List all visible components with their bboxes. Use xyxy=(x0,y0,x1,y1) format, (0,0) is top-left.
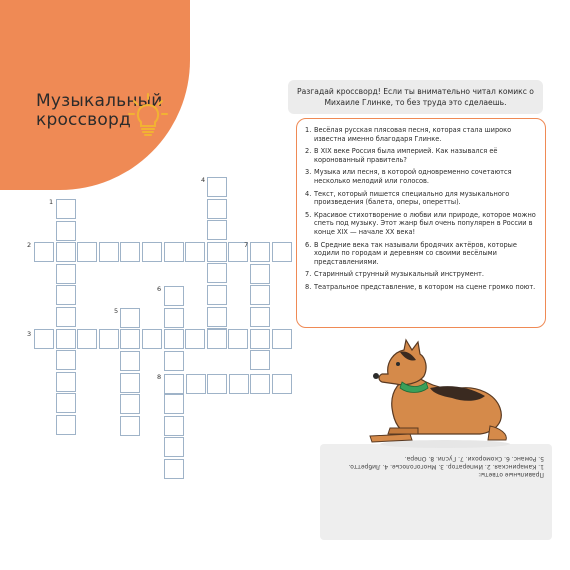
grid-number-3: 3 xyxy=(27,330,32,338)
intro-text: Разгадай кроссворд! Если ты внимательно читал комикс о Михаиле Глинке, то без труда это сделаешь. xyxy=(288,80,543,114)
grid-cell[interactable] xyxy=(250,307,270,327)
clue-text: Весёлая русская плясовая песня, которая стала широко известна именно благодаря Глинке. xyxy=(314,126,512,143)
clue-number: 1. xyxy=(305,126,312,134)
grid-cell[interactable] xyxy=(272,329,292,349)
grid-cell[interactable] xyxy=(164,437,184,457)
grid-cell[interactable] xyxy=(207,374,227,394)
clue-text: Театральное представление, в котором на сцене громко поют. xyxy=(314,282,536,291)
grid-cell[interactable] xyxy=(56,329,76,349)
grid-cell[interactable] xyxy=(56,393,76,413)
grid-cell[interactable] xyxy=(120,351,140,371)
grid-number-2: 2 xyxy=(27,241,32,249)
grid-cell[interactable] xyxy=(250,242,270,262)
grid-cell[interactable] xyxy=(77,329,97,349)
grid-cell[interactable] xyxy=(142,242,162,262)
grid-cell[interactable] xyxy=(56,242,76,262)
grid-cell[interactable] xyxy=(229,374,249,394)
answers-text-upside-down xyxy=(334,448,544,478)
dog-illustration xyxy=(360,336,510,451)
grid-cell[interactable] xyxy=(207,307,227,327)
grid-cell[interactable] xyxy=(250,350,270,370)
clue-number: 7. xyxy=(305,270,312,279)
grid-cell[interactable] xyxy=(250,264,270,284)
title-line-1: Музыкальный xyxy=(36,91,163,111)
grid-cell[interactable] xyxy=(164,286,184,306)
grid-cell[interactable] xyxy=(77,242,97,262)
grid-cell[interactable] xyxy=(164,394,184,414)
grid-number-1: 1 xyxy=(49,198,54,206)
grid-cell[interactable] xyxy=(185,242,205,262)
grid-number-4: 4 xyxy=(201,176,206,184)
grid-cell[interactable] xyxy=(207,263,227,283)
clue-number: 2. xyxy=(305,147,312,156)
answers-line: 1. Камаринская. 2. Император. 3. Многоголосье. 4. Либретто. xyxy=(348,463,544,470)
grid-cell[interactable] xyxy=(186,374,206,394)
clue-number: 5. xyxy=(305,210,312,219)
clue-number: 4. xyxy=(305,189,312,198)
grid-cell[interactable] xyxy=(164,374,184,394)
clue-number: 8. xyxy=(305,282,312,291)
grid-cell[interactable] xyxy=(56,285,76,305)
grid-cell[interactable] xyxy=(164,329,184,349)
grid-cell[interactable] xyxy=(164,351,184,371)
grid-cell[interactable] xyxy=(56,372,76,392)
grid-cell[interactable] xyxy=(120,308,140,328)
grid-cell[interactable] xyxy=(207,199,227,219)
grid-cell[interactable] xyxy=(164,308,184,328)
grid-cell[interactable] xyxy=(56,264,76,284)
grid-cell[interactable] xyxy=(120,242,140,262)
clue-text: Старинный струнный музыкальный инструмент. xyxy=(314,270,484,279)
grid-cell[interactable] xyxy=(56,415,76,435)
grid-number-7: 7 xyxy=(244,241,249,249)
grid-cell[interactable] xyxy=(250,329,270,349)
clue-text: Музыка или песня, в которой одновременно сочетаются несколько мелодий или голосов. xyxy=(314,168,512,185)
clue-text: В XIX веке Россия была империей. Как назывался её коронованный правитель? xyxy=(314,147,498,164)
grid-cell[interactable] xyxy=(207,220,227,240)
grid-cell[interactable] xyxy=(185,329,205,349)
grid-cell[interactable] xyxy=(56,350,76,370)
grid-cell[interactable] xyxy=(164,459,184,479)
grid-cell[interactable] xyxy=(250,285,270,305)
clue-text: В Средние века так называли бродячих актёров, которые ходили по городам и деревням со своими весёлыми представлениями. xyxy=(314,240,517,266)
clue-number: 3. xyxy=(305,168,312,177)
grid-number-8: 8 xyxy=(157,373,162,381)
grid-cell[interactable] xyxy=(99,329,119,349)
grid-cell[interactable] xyxy=(99,242,119,262)
grid-number-6: 6 xyxy=(157,285,162,293)
grid-cell[interactable] xyxy=(120,394,140,414)
clue-text: Красивое стихотворение о любви или природе, которое можно спеть под музыку. Этот жанр был очень популярен в России в конце XIX — начале XX века! xyxy=(314,210,536,236)
grid-cell[interactable] xyxy=(250,374,270,394)
answers-heading: Правильные ответы: xyxy=(478,471,544,478)
grid-cell[interactable] xyxy=(207,242,227,262)
grid-cell[interactable] xyxy=(272,242,292,262)
grid-cell[interactable] xyxy=(164,416,184,436)
grid-cell[interactable] xyxy=(34,329,54,349)
grid-cell[interactable] xyxy=(207,285,227,305)
grid-cell[interactable] xyxy=(56,221,76,241)
clue-number: 6. xyxy=(305,240,312,249)
grid-cell[interactable] xyxy=(272,374,292,394)
clue-text: Текст, который пишется специально для музыкального произведения (балета, оперы, оперетты). xyxy=(314,189,510,207)
grid-cell[interactable] xyxy=(56,307,76,327)
grid-number-5: 5 xyxy=(114,307,119,315)
grid-cell[interactable] xyxy=(120,416,140,436)
grid-cell[interactable] xyxy=(120,329,140,349)
grid-cell[interactable] xyxy=(207,329,227,349)
grid-cell[interactable] xyxy=(120,373,140,393)
title-line-2: кроссворд xyxy=(36,110,131,130)
grid-cell[interactable] xyxy=(34,242,54,262)
grid-cell[interactable] xyxy=(56,199,76,219)
grid-cell[interactable] xyxy=(142,329,162,349)
grid-cell[interactable] xyxy=(207,177,227,197)
grid-cell[interactable] xyxy=(164,242,184,262)
answers-line: 5. Романс. 6. Скоморохи. 7. Гусли. 8. Опера. xyxy=(404,455,544,462)
grid-cell[interactable] xyxy=(228,329,248,349)
